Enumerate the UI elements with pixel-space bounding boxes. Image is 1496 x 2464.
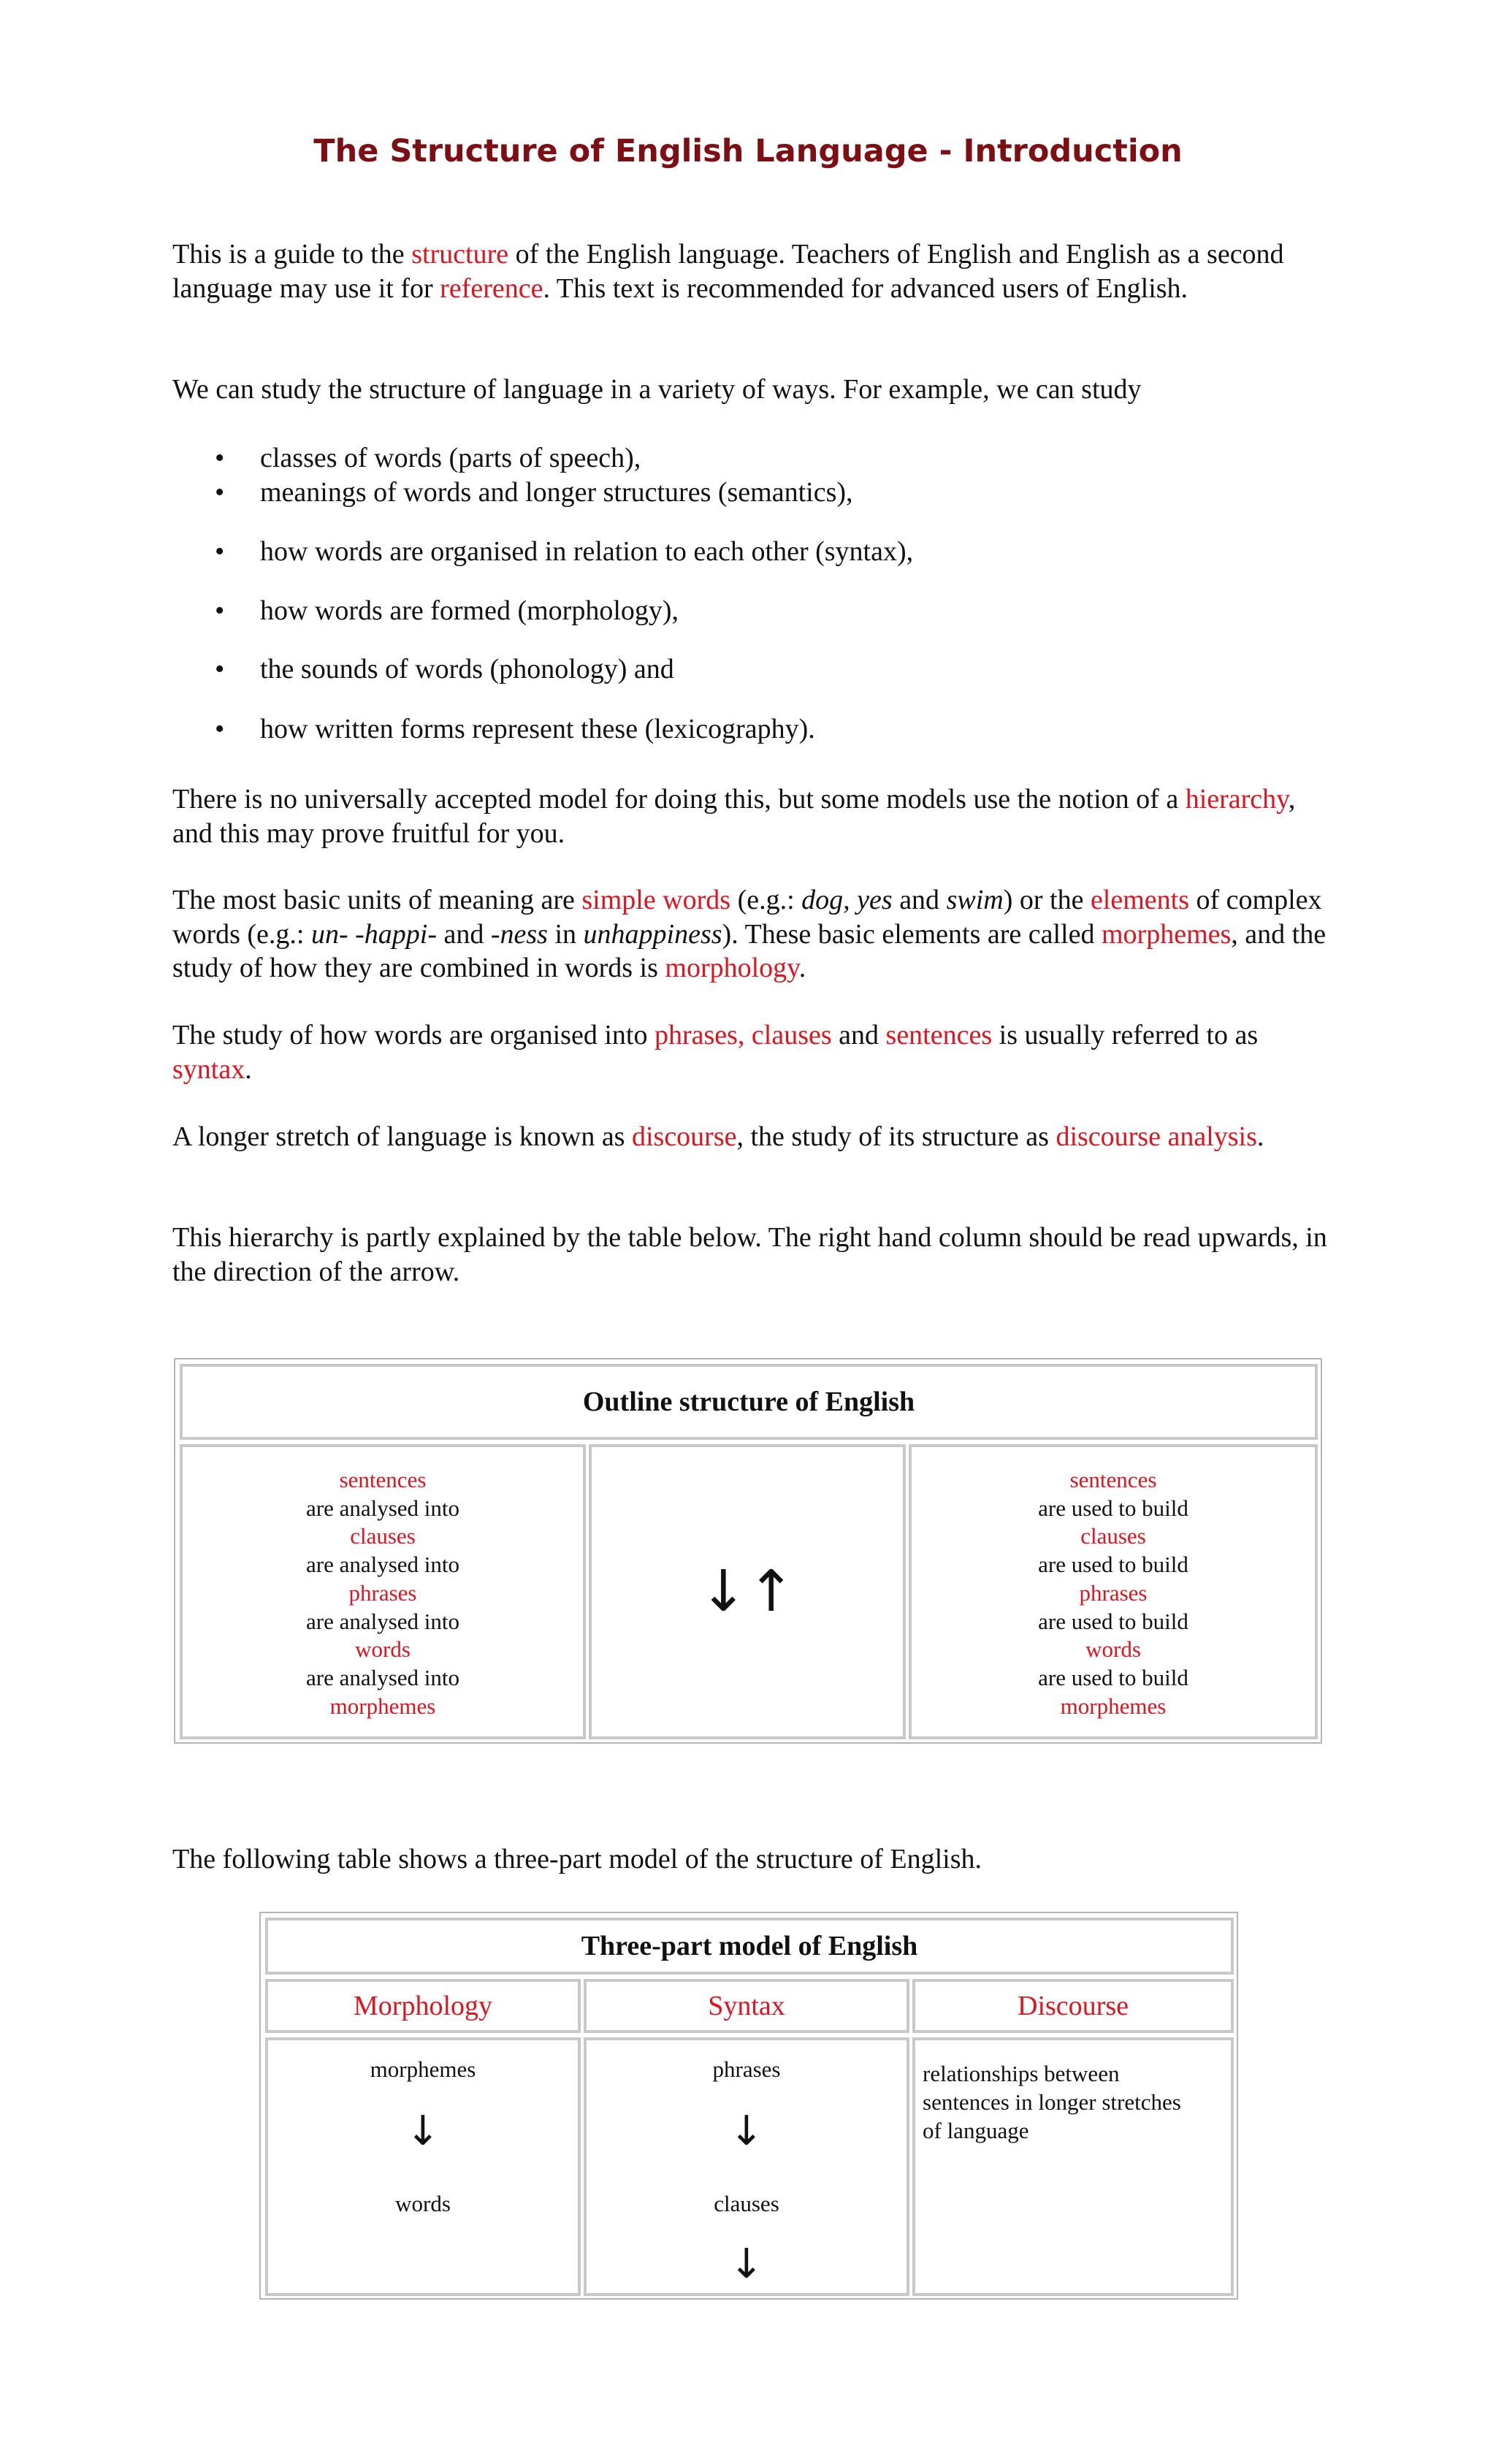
text-run: of the English language. Teachers of English and English as a second language may use it for bbox=[172, 239, 1284, 304]
stack-item: sentences bbox=[1069, 1467, 1157, 1492]
outline-table-caption: Outline structure of English bbox=[180, 1364, 1318, 1440]
outline-table bbox=[174, 1358, 1322, 1744]
page-title: The Structure of English Language - Introduction bbox=[313, 133, 1183, 169]
stack-item: morphemes bbox=[1060, 1693, 1167, 1719]
term-structure: structure bbox=[411, 239, 509, 270]
stack-item: words bbox=[1085, 1636, 1141, 1663]
bullet-icon: • bbox=[215, 443, 225, 473]
syntax-top: phrases bbox=[712, 2056, 781, 2082]
document-page: The Structure of English Language - Introduction This is a guide to the structure of the English language. Teachers of English and English as a second language may use it for reference. This text is recommended for advanced users of English. We can study the structure of language in a variety of ways. For example, we can study • classes of words (parts of speech), • meanings of words and longer structures (semantics), • how words are organised in relation to each other (syntax), • how words are formed (morphology), • the sounds of words (phonology) and • how written forms represent these (lexicography). There is no universally accepted model for doing this, but some models use the notion of a hierarchy, and this may prove fruitful for you. The most basic units of meaning are simple words (e.g.: dog, yes and swim) or the elements of complex words (e.g.: un- -happi- and -ness in unhappiness). These basic elements are called morphemes, and the study of how they are combined in words is morphology. The study of how words are organised into phrases, clauses and sentences is usually referred to as syntax. A longer stretch of language is known as discourse, the study of its structure as discourse analysis. This hierarchy is partly explained by the table below. The right hand column should be read upwards, in the direction of the arrow. Outline structure of English sentences are analysed into clauses are analysed into phrases are analysed into words are analysed into morphemes ↓↑ sentences are used to build clauses are used to build phrases are used to build words are used to build morphemes The following table shows a three-part model of the structure of English. Three-part model of English Morphology Syntax Discourse morphemes ↓ words phrases ↓ clauses ↓ relationships between sentences in longer stretches of language bbox=[0, 0, 1496, 2464]
stack-item: sentences bbox=[339, 1467, 427, 1492]
three-part-table bbox=[259, 1912, 1238, 2300]
term-syntax: syntax bbox=[172, 1053, 245, 1085]
bullet-icon: • bbox=[215, 477, 225, 508]
syntax-cell bbox=[584, 2037, 909, 2296]
stack-item: words bbox=[355, 1636, 411, 1663]
term-hierarchy: hierarchy bbox=[1185, 784, 1289, 815]
term-reference: reference bbox=[440, 272, 543, 304]
morphology-cell bbox=[265, 2037, 581, 2296]
term-morphemes: morphemes bbox=[1102, 918, 1232, 950]
outline-left-cell bbox=[180, 1444, 586, 1739]
header-morphology: Morphology bbox=[265, 1979, 581, 2033]
stack-item: are used to build bbox=[1038, 1495, 1188, 1521]
up-down-arrows-icon: ↓↑ bbox=[699, 1559, 795, 1625]
stack-item: phrases bbox=[1079, 1579, 1148, 1606]
stack-item: phrases bbox=[348, 1579, 417, 1606]
stack-item: are analysed into bbox=[305, 1552, 460, 1578]
stack-item: are used to build bbox=[1038, 1608, 1188, 1634]
study-paragraph: We can study the structure of language in a variety of ways. For example, we can study bbox=[172, 374, 1142, 405]
build-stack bbox=[912, 1466, 1315, 1720]
morphology-top: morphemes bbox=[370, 2056, 476, 2082]
intro-paragraph bbox=[172, 237, 1341, 305]
discourse-cell bbox=[912, 2037, 1234, 2296]
bullet-icon: • bbox=[215, 536, 225, 567]
bullet-icon: • bbox=[215, 714, 225, 744]
bullet-icon: • bbox=[215, 654, 225, 684]
units-paragraph: The most basic units of meaning are simple words (e.g.: dog, yes and swim) or the elements of complex words (e.g.: un- -happi- and -ness in unhappiness). These basic elements are called morphemes, and the study of how they are combined in words is morphology. bbox=[172, 885, 1327, 983]
text-run: . This text is recommended for advanced users of English. bbox=[543, 272, 1188, 304]
stack-item: clauses bbox=[1080, 1523, 1146, 1549]
stack-item: are analysed into bbox=[305, 1608, 460, 1634]
term-morphology: morphology bbox=[665, 953, 799, 983]
header-discourse: Discourse bbox=[912, 1979, 1234, 2033]
analysis-stack bbox=[183, 1466, 583, 1720]
three-part-intro: The following table shows a three-part model of the structure of English. bbox=[172, 1844, 982, 1874]
outline-arrow-cell bbox=[589, 1444, 906, 1739]
header-syntax: Syntax bbox=[584, 1979, 909, 2033]
stack-item: are analysed into bbox=[305, 1495, 460, 1521]
term-simple-words: simple words bbox=[581, 885, 731, 915]
hierarchy-paragraph: There is no universally accepted model for doing this, but some models use the notion of a hierarchy, and this may prove fruitful for you. bbox=[172, 784, 1296, 849]
text-run: This is a guide to the bbox=[172, 239, 412, 270]
down-arrow-icon: ↓ bbox=[405, 2108, 440, 2155]
down-arrow-icon: ↓ bbox=[729, 2108, 764, 2155]
term-discourse: discourse bbox=[631, 1121, 737, 1152]
stack-item: are analysed into bbox=[305, 1664, 460, 1690]
table-intro-paragraph: This hierarchy is partly explained by the table below. The right hand column should be read upwards, in the direction of the arrow. bbox=[172, 1222, 1327, 1287]
bullet-icon: • bbox=[215, 595, 225, 626]
outline-right-cell bbox=[909, 1444, 1318, 1739]
stack-item: are used to build bbox=[1038, 1664, 1188, 1690]
term-phrases-clauses: phrases, clauses bbox=[654, 1020, 832, 1050]
syntax-bottom: clauses bbox=[714, 2191, 779, 2216]
term-sentences: sentences bbox=[885, 1020, 993, 1050]
syntax-paragraph: The study of how words are organised into phrases, clauses and sentences is usually referred to as syntax. bbox=[172, 1020, 1259, 1085]
term-elements: elements bbox=[1090, 885, 1189, 915]
stack-item: are used to build bbox=[1038, 1552, 1188, 1578]
morphology-bottom: words bbox=[395, 2191, 451, 2216]
stack-item: morphemes bbox=[329, 1693, 436, 1719]
three-part-table-caption: Three-part model of English bbox=[265, 1918, 1234, 1975]
discourse-paragraph: A longer stretch of language is known as discourse, the study of its structure as discourse analysis. bbox=[172, 1121, 1264, 1152]
discourse-text: relationships between sentences in longer stretches of language bbox=[923, 2061, 1181, 2143]
term-discourse-analysis: discourse analysis bbox=[1056, 1121, 1257, 1152]
stack-item: clauses bbox=[350, 1523, 416, 1549]
down-arrow-icon: ↓ bbox=[729, 2240, 764, 2288]
